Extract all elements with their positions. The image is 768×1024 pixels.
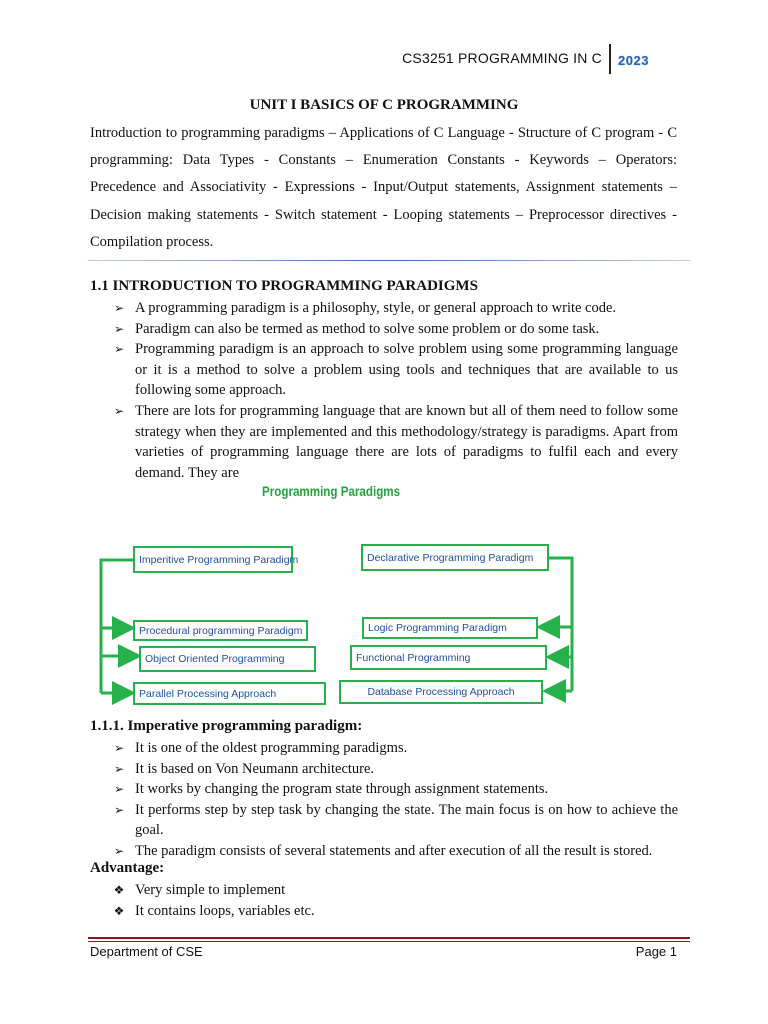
list-item: ➢ It performs step by step task by changing the state. The main focus is on how to achieve the goal.	[113, 801, 678, 839]
list-item: ➢ Programming paradigm is an approach to solve problem using some programming language or it is a method to solve a problem using tools and techniques that are available to us following some approach.	[113, 341, 678, 399]
list-item: ➢ It is one of the oldest programming paradigms.	[90, 738, 678, 759]
advantage-list	[90, 880, 678, 921]
connector-line	[548, 558, 572, 691]
diamond-bullet-icon: ❖	[113, 883, 125, 897]
header-year: 2023	[618, 53, 649, 68]
oop-box: Object Oriented Programming	[139, 646, 316, 672]
functional-programming-box: Functional Programming	[350, 645, 547, 670]
header-divider	[609, 44, 611, 74]
footer-rule-thin	[88, 941, 690, 942]
section-heading-1-1-1: 1.1.1. Imperative programming paradigm:	[90, 718, 363, 734]
arrow-bullet-icon: ➢	[113, 802, 125, 817]
list-item: ➢ A programming paradigm is a philosophy, style, or general approach to write code.	[90, 298, 678, 319]
footer-rule	[88, 937, 690, 939]
procedural-paradigm-box: Procedural programming Paradigm	[133, 620, 308, 641]
section-heading-1-1: 1.1 INTRODUCTION TO PROGRAMMING PARADIGMS	[90, 278, 478, 294]
arrow-bullet-icon: ➢	[113, 321, 125, 336]
arrow-bullet-icon: ➢	[113, 403, 125, 418]
database-processing-box: Database Processing Approach	[339, 680, 543, 704]
footer-department: Department of CSE	[90, 944, 203, 959]
list-item: ❖ It contains loops, variables etc.	[90, 901, 678, 922]
logic-paradigm-box: Logic Programming Paradigm	[362, 617, 538, 639]
declarative-paradigm-box: Declarative Programming Paradigm	[361, 544, 549, 571]
section-divider	[88, 260, 690, 261]
list-item: ➢ It works by changing the program state through assignment statements.	[90, 779, 678, 800]
imperative-paradigm-box: Imperitive Programming Paradigm	[133, 546, 293, 573]
arrow-bullet-icon: ➢	[113, 761, 125, 776]
diamond-bullet-icon: ❖	[113, 903, 125, 918]
imperative-list	[90, 738, 678, 862]
arrow-bullet-icon: ➢	[113, 782, 125, 797]
list-item: ➢ The paradigm consists of several statements and after execution of all the result is stored.	[90, 841, 678, 862]
list-item: ➢ Paradigm can also be termed as method to solve some problem or do some task.	[90, 319, 678, 340]
footer-page-number: Page 1	[635, 944, 677, 959]
list-item: ➢ There are lots for programming language that are known but all of them need to follow some strategy when they are implemented and this methodology/strategy is paradigms. Apart from varieties of programming language there are lots of paradigms to fulfil each and every demand. They are	[113, 402, 678, 481]
unit-title: UNIT I BASICS OF C PROGRAMMING	[249, 97, 519, 113]
arrow-bullet-icon: ➢	[113, 741, 125, 755]
diagram-title: Programming Paradigms	[262, 484, 401, 499]
parallel-processing-box: Parallel Processing Approach	[133, 682, 326, 705]
arrow-bullet-icon: ➢	[113, 843, 125, 858]
list-item: ➢ It is based on Von Neumann architecture.	[90, 759, 678, 780]
arrow-bullet-icon: ➢	[113, 342, 125, 357]
arrow-bullet-icon: ➢	[113, 301, 125, 315]
paradigm-list	[90, 298, 678, 483]
list-item: ❖ Very simple to implement	[90, 880, 678, 901]
advantage-heading: Advantage:	[90, 860, 165, 876]
intro-paragraph: Introduction to programming paradigms – Applications of C Language - Structure of C program - C programming: Data Types - Constants – Enumeration Constants - Keywords – Operators: Precedence and Associativity - Expressions - Input/Output statements, Assignment statements – Decision making statements - Switch statement - Looping statements – Preprocessor directives - Compilation process.	[90, 125, 677, 250]
running-header-title: CS3251 PROGRAMMING IN C	[402, 50, 602, 66]
